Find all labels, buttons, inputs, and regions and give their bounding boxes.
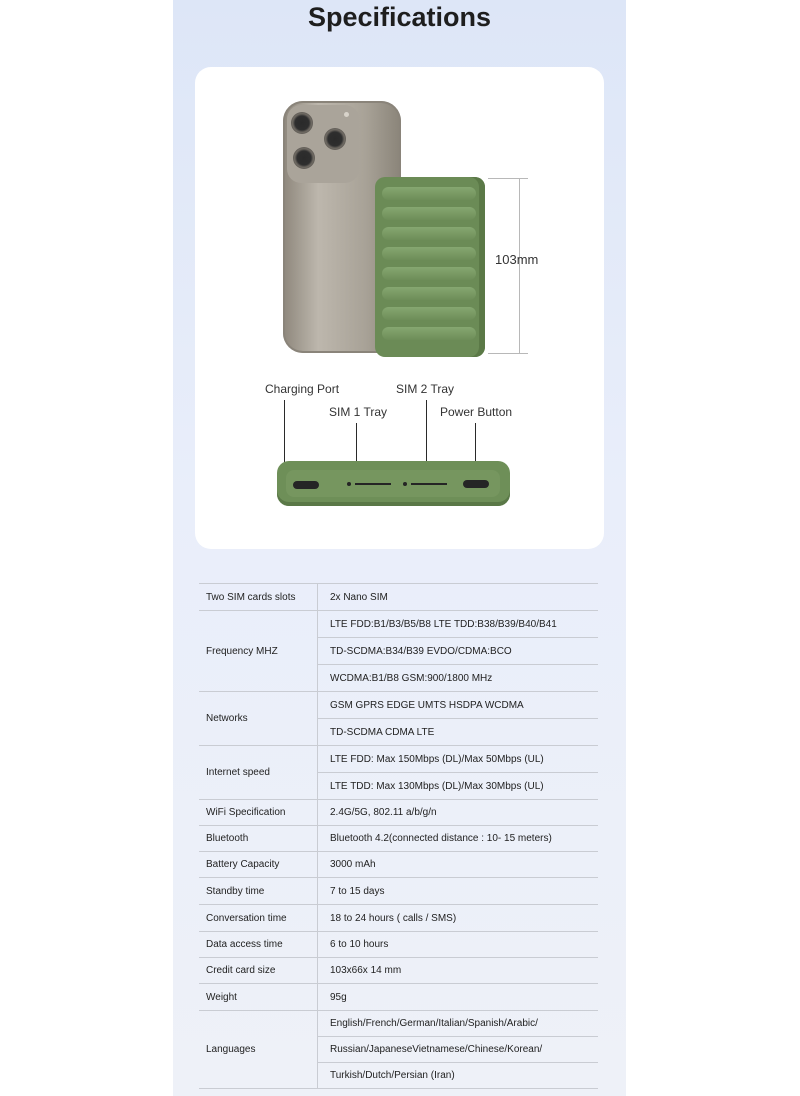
spec-value: Bluetooth 4.2(connected distance : 10- 15 meters) — [318, 826, 599, 852]
dimension-bottom-tick — [488, 353, 528, 354]
spec-value: 95g — [318, 984, 599, 1011]
spec-value: TD-SCDMA:B34/B39 EVDO/CDMA:BCO — [318, 638, 599, 665]
spec-row-sim-slots — [199, 584, 598, 611]
spec-label: Standby time — [199, 878, 318, 905]
grip-rib — [382, 267, 476, 280]
specifications-table — [199, 583, 598, 1089]
height-dimension-label: 103mm — [495, 252, 539, 267]
camera-lens — [291, 112, 313, 134]
spec-value: WCDMA:B1/B8 GSM:900/1800 MHz — [318, 665, 599, 692]
grip-rib — [382, 187, 476, 200]
spec-label: Conversation time — [199, 905, 318, 932]
spec-value: TD-SCDMA CDMA LTE — [318, 719, 599, 746]
spec-label: WiFi Specification — [199, 800, 318, 826]
power-button-icon — [463, 480, 489, 488]
wallet-device-image — [375, 177, 485, 357]
spec-label: Languages — [199, 1011, 318, 1089]
spec-row-weight — [199, 984, 598, 1011]
sim2-tray-label: SIM 2 Tray — [396, 382, 455, 396]
spec-row-card-size — [199, 958, 598, 984]
spec-label: Networks — [199, 692, 318, 746]
spec-value: LTE FDD: Max 150Mbps (DL)/Max 50Mbps (UL) — [318, 746, 599, 773]
grip-rib — [382, 247, 476, 260]
dimension-top-tick — [488, 178, 528, 179]
spec-value: 18 to 24 hours ( calls / SMS) — [318, 905, 599, 932]
sim2-slot-icon — [411, 483, 447, 485]
sim1-tray-icon — [347, 482, 351, 486]
spec-value: 2x Nano SIM — [318, 584, 599, 611]
spec-row-networks — [199, 692, 598, 719]
camera-lens — [293, 147, 315, 169]
spec-value: English/French/German/Italian/Spanish/Arabic/ — [318, 1011, 599, 1037]
grip-rib — [382, 207, 476, 220]
grip-rib — [382, 307, 476, 320]
spec-row-internet-speed — [199, 746, 598, 773]
power-button-label: Power Button — [440, 405, 513, 419]
device-side-view — [277, 461, 510, 506]
spec-row-conversation — [199, 905, 598, 932]
spec-value: GSM GPRS EDGE UMTS HSDPA WCDMA — [318, 692, 599, 719]
camera-lens — [324, 128, 346, 150]
spec-row-frequency — [199, 611, 598, 638]
spec-row-bluetooth — [199, 826, 598, 852]
spec-value: 103x66x 14 mm — [318, 958, 599, 984]
spec-row-data-access — [199, 932, 598, 958]
spec-value: LTE FDD:B1/B3/B5/B8 LTE TDD:B38/B39/B40/B41 — [318, 611, 599, 638]
page-title: Specifications — [307, 2, 492, 32]
spec-label: Frequency MHZ — [199, 611, 318, 692]
spec-value: 6 to 10 hours — [318, 932, 599, 958]
grip-rib — [382, 227, 476, 240]
spec-label: Credit card size — [199, 958, 318, 984]
spec-label: Internet speed — [199, 746, 318, 800]
grip-rib — [382, 287, 476, 300]
grip-rib — [382, 327, 476, 340]
camera-flash — [344, 112, 349, 117]
spec-label: Bluetooth — [199, 826, 318, 852]
spec-label: Data access time — [199, 932, 318, 958]
sim1-slot-icon — [355, 483, 391, 485]
charging-port-label: Charging Port — [265, 382, 340, 396]
spec-value: 3000 mAh — [318, 852, 599, 878]
spec-row-languages — [199, 1011, 598, 1037]
spec-label: Two SIM cards slots — [199, 584, 318, 611]
sim2-tray-leader — [426, 400, 427, 470]
spec-row-wifi — [199, 800, 598, 826]
spec-label: Weight — [199, 984, 318, 1011]
spec-value: Russian/JapaneseVietnamese/Chinese/Korean/ — [318, 1037, 599, 1063]
charging-port-leader — [284, 400, 285, 470]
spec-label: Battery Capacity — [199, 852, 318, 878]
spec-value: 2.4G/5G, 802.11 a/b/g/n — [318, 800, 599, 826]
spec-value: Turkish/Dutch/Persian (Iran) — [318, 1063, 599, 1089]
spec-value: 7 to 15 days — [318, 878, 599, 905]
charging-port-icon — [293, 481, 319, 489]
spec-row-battery — [199, 852, 598, 878]
sim2-tray-icon — [403, 482, 407, 486]
spec-value: LTE TDD: Max 130Mbps (DL)/Max 30Mbps (UL) — [318, 773, 599, 800]
sim1-tray-label: SIM 1 Tray — [329, 405, 388, 419]
spec-row-standby — [199, 878, 598, 905]
